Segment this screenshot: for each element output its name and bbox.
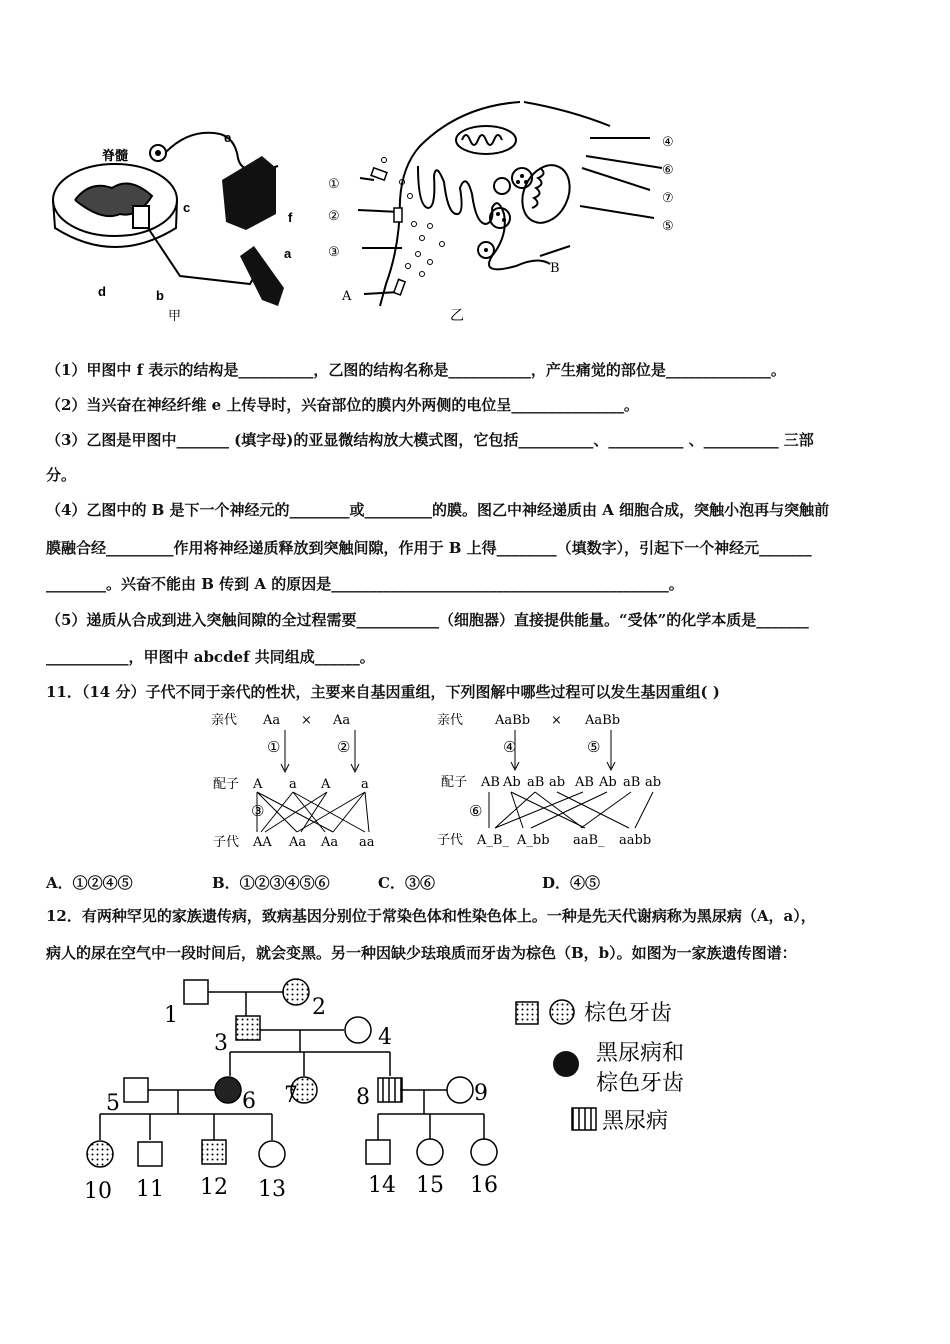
left-gamete-2: A [321, 777, 331, 792]
caption-jia: 甲 [168, 309, 182, 324]
label-n5: ⑤ [662, 219, 674, 234]
right-gamete-0: AB [481, 775, 500, 790]
label-a: a [284, 246, 292, 261]
option-B[interactable]: B．①②③④⑤⑥ [212, 874, 330, 892]
individual-16 [471, 1139, 497, 1165]
individual-10 [87, 1141, 113, 1167]
q10-part3-line1: （3）乙图是甲图中_______ (填字母)的亚显微结构放大模式图，它包括__________、__________ 、__________ 三部 [46, 431, 814, 449]
label-n1: ① [328, 177, 340, 192]
label-e: e [224, 130, 232, 145]
caption-yi: 乙 [450, 308, 464, 324]
pedigree-legend [510, 992, 730, 1142]
right-offspring-2: aaB_ [573, 833, 605, 848]
right-offspring-3: aabb [619, 833, 652, 848]
legend-brown-teeth: 棕色牙齿 [584, 1001, 673, 1026]
num-11: 11 [136, 1177, 164, 1202]
num-5: 5 [106, 1091, 120, 1116]
q10-part3-line2: 分。 [46, 466, 77, 484]
individual-5 [124, 1078, 148, 1102]
right-parent-label: 亲代 [437, 713, 464, 728]
individual-1 [184, 980, 208, 1004]
q11-cross-diagram [205, 708, 675, 858]
label-n3: ③ [328, 245, 340, 260]
individual-15 [417, 1139, 443, 1165]
num-1: 1 [164, 1003, 178, 1028]
label-f: f [288, 210, 293, 225]
q10-part4-line3: ________。兴奋不能由 B 传到 A 的原因是_____________________________________________。 [46, 575, 684, 593]
right-gamete-label: 配子 [441, 775, 468, 790]
receptor-f [222, 156, 276, 230]
label-c: c [183, 200, 191, 215]
q10-part2: （2）当兴奋在神经纤维 e 上传导时，兴奋部位的膜内外两侧的电位呈_______________。 [46, 396, 639, 414]
left-gamete-3: a [361, 777, 369, 792]
effector-a [240, 246, 284, 306]
num-7: 7 [284, 1083, 298, 1108]
right-step-5: ⑤ [587, 738, 601, 756]
individual-12 [202, 1140, 226, 1164]
left-gamete-0: A [253, 777, 263, 792]
individual-2 [283, 979, 309, 1005]
left-step-1: ① [267, 738, 281, 756]
left-step-3: ③ [251, 802, 265, 820]
pedigree-chart [80, 972, 510, 1204]
individual-13 [259, 1141, 285, 1167]
individual-8 [378, 1078, 402, 1102]
num-9: 9 [474, 1081, 488, 1106]
q10-part5-line2: ___________，甲图中 abcdef 共同组成______。 [46, 648, 375, 666]
num-3: 3 [214, 1031, 228, 1056]
q10-part4-line1: （4）乙图中的 B 是下一个神经元的________或_________的膜。图乙中神经递质由 A 细胞合成，突触小泡再与突触前 [46, 501, 830, 519]
legend-square-brown [516, 1002, 538, 1024]
legend-circle-brown [550, 1000, 574, 1024]
label-n2: ② [328, 209, 340, 224]
num-14: 14 [368, 1173, 396, 1198]
num-8: 8 [356, 1085, 370, 1110]
left-gamete-1: a [289, 777, 297, 792]
legend-alkaptonuria: 黑尿病 [602, 1109, 669, 1134]
individual-14 [366, 1140, 390, 1164]
num-2: 2 [312, 995, 326, 1020]
q10-part1: （1）甲图中 f 表示的结构是__________，乙图的结构名称是___________，产生痛觉的部位是______________。 [46, 361, 786, 379]
legend-square-alk [572, 1108, 596, 1130]
num-16: 16 [470, 1173, 498, 1198]
option-A[interactable]: A．①②④⑤ [46, 874, 133, 892]
q10-part4-line2: 膜融合经_________作用将神经递质释放到突触间隙，作用于 B 上得________（填数字），引起下一个神经元_______ [46, 539, 812, 557]
figure-yi [310, 96, 710, 328]
left-offspring-1: Aa [289, 835, 307, 850]
right-parent-2: AaBb [585, 713, 621, 728]
legend-circle-both [553, 1051, 579, 1077]
num-12: 12 [200, 1175, 228, 1200]
individual-9 [447, 1077, 473, 1103]
right-gamete-6: aB [623, 775, 641, 790]
right-gamete-5: Ab [599, 775, 617, 790]
spinal-cord-section [53, 164, 177, 247]
right-times: × [551, 713, 562, 728]
left-offspring-label: 子代 [213, 835, 240, 850]
right-parent-1: AaBb [495, 713, 531, 728]
option-C[interactable]: C．③⑥ [378, 874, 435, 892]
right-offspring-1: A_bb [517, 833, 550, 848]
left-offspring-0: AA [253, 835, 272, 850]
label-b: b [156, 288, 164, 303]
label-B: B [550, 261, 560, 276]
left-offspring-3: aa [359, 835, 375, 850]
legend-both-line2: 棕色牙齿 [596, 1071, 685, 1096]
left-gamete-label: 配子 [213, 777, 240, 792]
right-gamete-3: ab [549, 775, 566, 790]
label-n7: ⑦ [662, 191, 674, 206]
right-gamete-1: Ab [503, 775, 521, 790]
individual-6 [215, 1077, 241, 1103]
right-step-6: ⑥ [469, 802, 483, 820]
label-d: d [98, 284, 106, 299]
figure-jia [40, 118, 310, 330]
right-offspring-0: A_B_ [477, 833, 509, 848]
label-n4: ④ [662, 135, 674, 150]
q12-stem-line2: 病人的尿在空气中一段时间后，就会变黑。另一种因缺少珐琅质而牙齿为棕色（B，b）。如图为一家族遗传图谱： [46, 944, 797, 962]
left-offspring-2: Aa [321, 835, 339, 850]
left-parent-label: 亲代 [211, 713, 238, 728]
left-step-2: ② [337, 738, 351, 756]
individual-4 [345, 1017, 371, 1043]
q12-stem-line1: 12．有两种罕见的家族遗传病，致病基因分别位于常染色体和性染色体上。一种是先天代谢病称为黑尿病（A，a）， [46, 907, 816, 925]
label-spinal: 脊髓 [102, 149, 129, 164]
option-D[interactable]: D．④⑤ [542, 874, 601, 892]
legend-both-line1: 黑尿病和 [596, 1041, 685, 1066]
label-A: A [342, 289, 352, 304]
right-offspring-label: 子代 [437, 833, 464, 848]
num-10: 10 [84, 1179, 112, 1204]
num-15: 15 [416, 1173, 444, 1198]
left-parent-1: Aa [263, 713, 281, 728]
num-4: 4 [378, 1025, 392, 1050]
right-gamete-7: ab [645, 775, 662, 790]
left-times: × [301, 713, 312, 728]
individual-11 [138, 1142, 162, 1166]
right-step-4: ④ [503, 738, 517, 756]
right-gamete-4: AB [575, 775, 594, 790]
q10-part5-line1: （5）递质从合成到进入突触间隙的全过程需要___________（细胞器）直接提供能量。“受体”的化学本质是_______ [46, 611, 809, 629]
label-n6: ⑥ [662, 163, 674, 178]
num-13: 13 [258, 1177, 286, 1202]
left-parent-2: Aa [333, 713, 351, 728]
num-6: 6 [242, 1089, 256, 1114]
q11-stem: 11．（14 分）子代不同于亲代的性状，主要来自基因重组，下列图解中哪些过程可以发生基因重组( ) [46, 683, 720, 701]
right-gamete-2: aB [527, 775, 545, 790]
individual-3 [236, 1016, 260, 1040]
